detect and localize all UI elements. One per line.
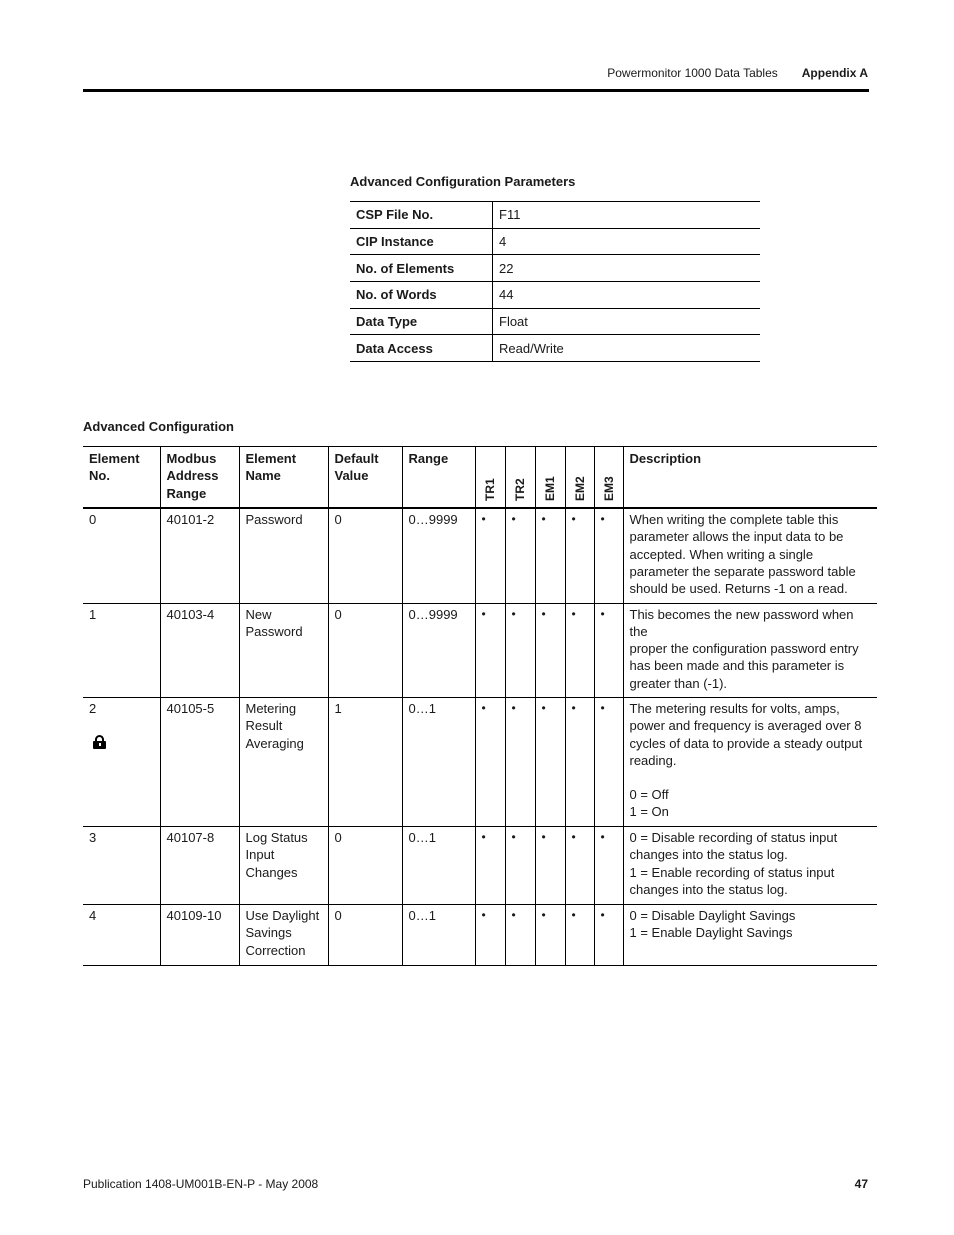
header-tr2: TR2 <box>505 447 535 509</box>
range-cell: 0…1 <box>402 904 475 965</box>
description-cell: When writing the complete table this parameter allows the input data to be accepted. When writing a single parameter the separate password table should be used. Returns -1 on a read. <box>623 508 877 603</box>
modbus-cell: 40105-5 <box>160 697 239 826</box>
params-key: CSP File No. <box>350 202 493 229</box>
default-value-cell: 0 <box>328 508 402 603</box>
range-cell: 0…9999 <box>402 603 475 697</box>
tr2-dot: • <box>505 508 535 603</box>
tr1-dot: • <box>475 508 505 603</box>
params-row <box>350 202 760 229</box>
em3-dot: • <box>594 826 623 904</box>
params-key: No. of Words <box>350 282 493 309</box>
params-key: CIP Instance <box>350 228 493 255</box>
lock-icon <box>93 735 106 749</box>
params-row <box>350 335 760 362</box>
default-value-cell: 1 <box>328 697 402 826</box>
config-table <box>83 446 877 966</box>
modbus-cell: 40109-10 <box>160 904 239 965</box>
params-key: No. of Elements <box>350 255 493 282</box>
em2-dot: • <box>565 508 594 603</box>
em1-dot: • <box>535 904 565 965</box>
em3-dot: • <box>594 697 623 826</box>
header-default-value: Default Value <box>328 447 402 509</box>
params-key: Data Type <box>350 308 493 335</box>
element-name-cell: Metering Result Averaging <box>239 697 328 826</box>
em1-dot: • <box>535 826 565 904</box>
em1-dot: • <box>535 508 565 603</box>
params-table-caption: Advanced Configuration Parameters <box>350 174 576 189</box>
header-element-no: Element No. <box>83 447 160 509</box>
element-no-cell: 1 <box>83 603 160 697</box>
page-number: 47 <box>854 1177 868 1191</box>
params-value: 22 <box>493 255 761 282</box>
default-value-cell: 0 <box>328 904 402 965</box>
header-em3: EM3 <box>594 447 623 509</box>
page-header <box>607 66 868 80</box>
default-value-cell: 0 <box>328 603 402 697</box>
params-key: Data Access <box>350 335 493 362</box>
params-value: 4 <box>493 228 761 255</box>
em3-dot: • <box>594 508 623 603</box>
default-value-cell: 0 <box>328 826 402 904</box>
description-cell: 0 = Disable Daylight Savings 1 = Enable Daylight Savings <box>623 904 877 965</box>
description-cell: The metering results for volts, amps, power and frequency is averaged over 8 cycles of data to provide a steady output reading. 0 = Off 1 = On <box>623 697 877 826</box>
params-row <box>350 282 760 309</box>
header-em2: EM2 <box>565 447 594 509</box>
description-cell: 0 = Disable recording of status input changes into the status log. 1 = Enable recording of status input changes into the status log. <box>623 826 877 904</box>
element-name-cell: Use Daylight Savings Correction <box>239 904 328 965</box>
params-row <box>350 308 760 335</box>
params-value: Float <box>493 308 761 335</box>
em1-dot: • <box>535 697 565 826</box>
em2-dot: • <box>565 697 594 826</box>
appendix-label: Appendix A <box>801 66 868 80</box>
em3-dot: • <box>594 603 623 697</box>
tr1-dot: • <box>475 826 505 904</box>
element-no-cell: 0 <box>83 508 160 603</box>
params-value: F11 <box>493 202 761 229</box>
header-em1: EM1 <box>535 447 565 509</box>
range-cell: 0…1 <box>402 697 475 826</box>
header-modbus-address-range: Modbus Address Range <box>160 447 239 509</box>
em2-dot: • <box>565 603 594 697</box>
header-range: Range <box>402 447 475 509</box>
element-no-cell: 2 <box>83 697 160 826</box>
tr2-dot: • <box>505 697 535 826</box>
table-row <box>83 603 877 697</box>
em2-dot: • <box>565 826 594 904</box>
params-value: 44 <box>493 282 761 309</box>
modbus-cell: 40107-8 <box>160 826 239 904</box>
section-title: Powermonitor 1000 Data Tables <box>607 66 778 80</box>
table-row <box>83 904 877 965</box>
publication-footer: Publication 1408-UM001B-EN-P - May 2008 <box>83 1177 319 1191</box>
header-element-name: Element Name <box>239 447 328 509</box>
description-cell: This becomes the new password when the proper the configuration password entry has been made and this parameter is greater than (-1). <box>623 603 877 697</box>
element-name-cell: New Password <box>239 603 328 697</box>
range-cell: 0…1 <box>402 826 475 904</box>
config-header-row <box>83 447 877 509</box>
table-row <box>83 697 877 826</box>
range-cell: 0…9999 <box>402 508 475 603</box>
table-row <box>83 508 877 603</box>
modbus-cell: 40101-2 <box>160 508 239 603</box>
element-no-cell: 3 <box>83 826 160 904</box>
modbus-cell: 40103-4 <box>160 603 239 697</box>
params-table <box>350 201 760 362</box>
config-table-caption: Advanced Configuration <box>83 419 234 434</box>
tr2-dot: • <box>505 904 535 965</box>
element-name-cell: Log Status Input Changes <box>239 826 328 904</box>
header-description: Description <box>623 447 877 509</box>
params-value: Read/Write <box>493 335 761 362</box>
params-row <box>350 255 760 282</box>
element-no-cell: 4 <box>83 904 160 965</box>
em2-dot: • <box>565 904 594 965</box>
header-tr1: TR1 <box>475 447 505 509</box>
em3-dot: • <box>594 904 623 965</box>
params-row <box>350 228 760 255</box>
tr1-dot: • <box>475 603 505 697</box>
table-row <box>83 826 877 904</box>
header-rule <box>83 89 869 92</box>
em1-dot: • <box>535 603 565 697</box>
tr2-dot: • <box>505 826 535 904</box>
tr1-dot: • <box>475 697 505 826</box>
tr1-dot: • <box>475 904 505 965</box>
element-name-cell: Password <box>239 508 328 603</box>
tr2-dot: • <box>505 603 535 697</box>
